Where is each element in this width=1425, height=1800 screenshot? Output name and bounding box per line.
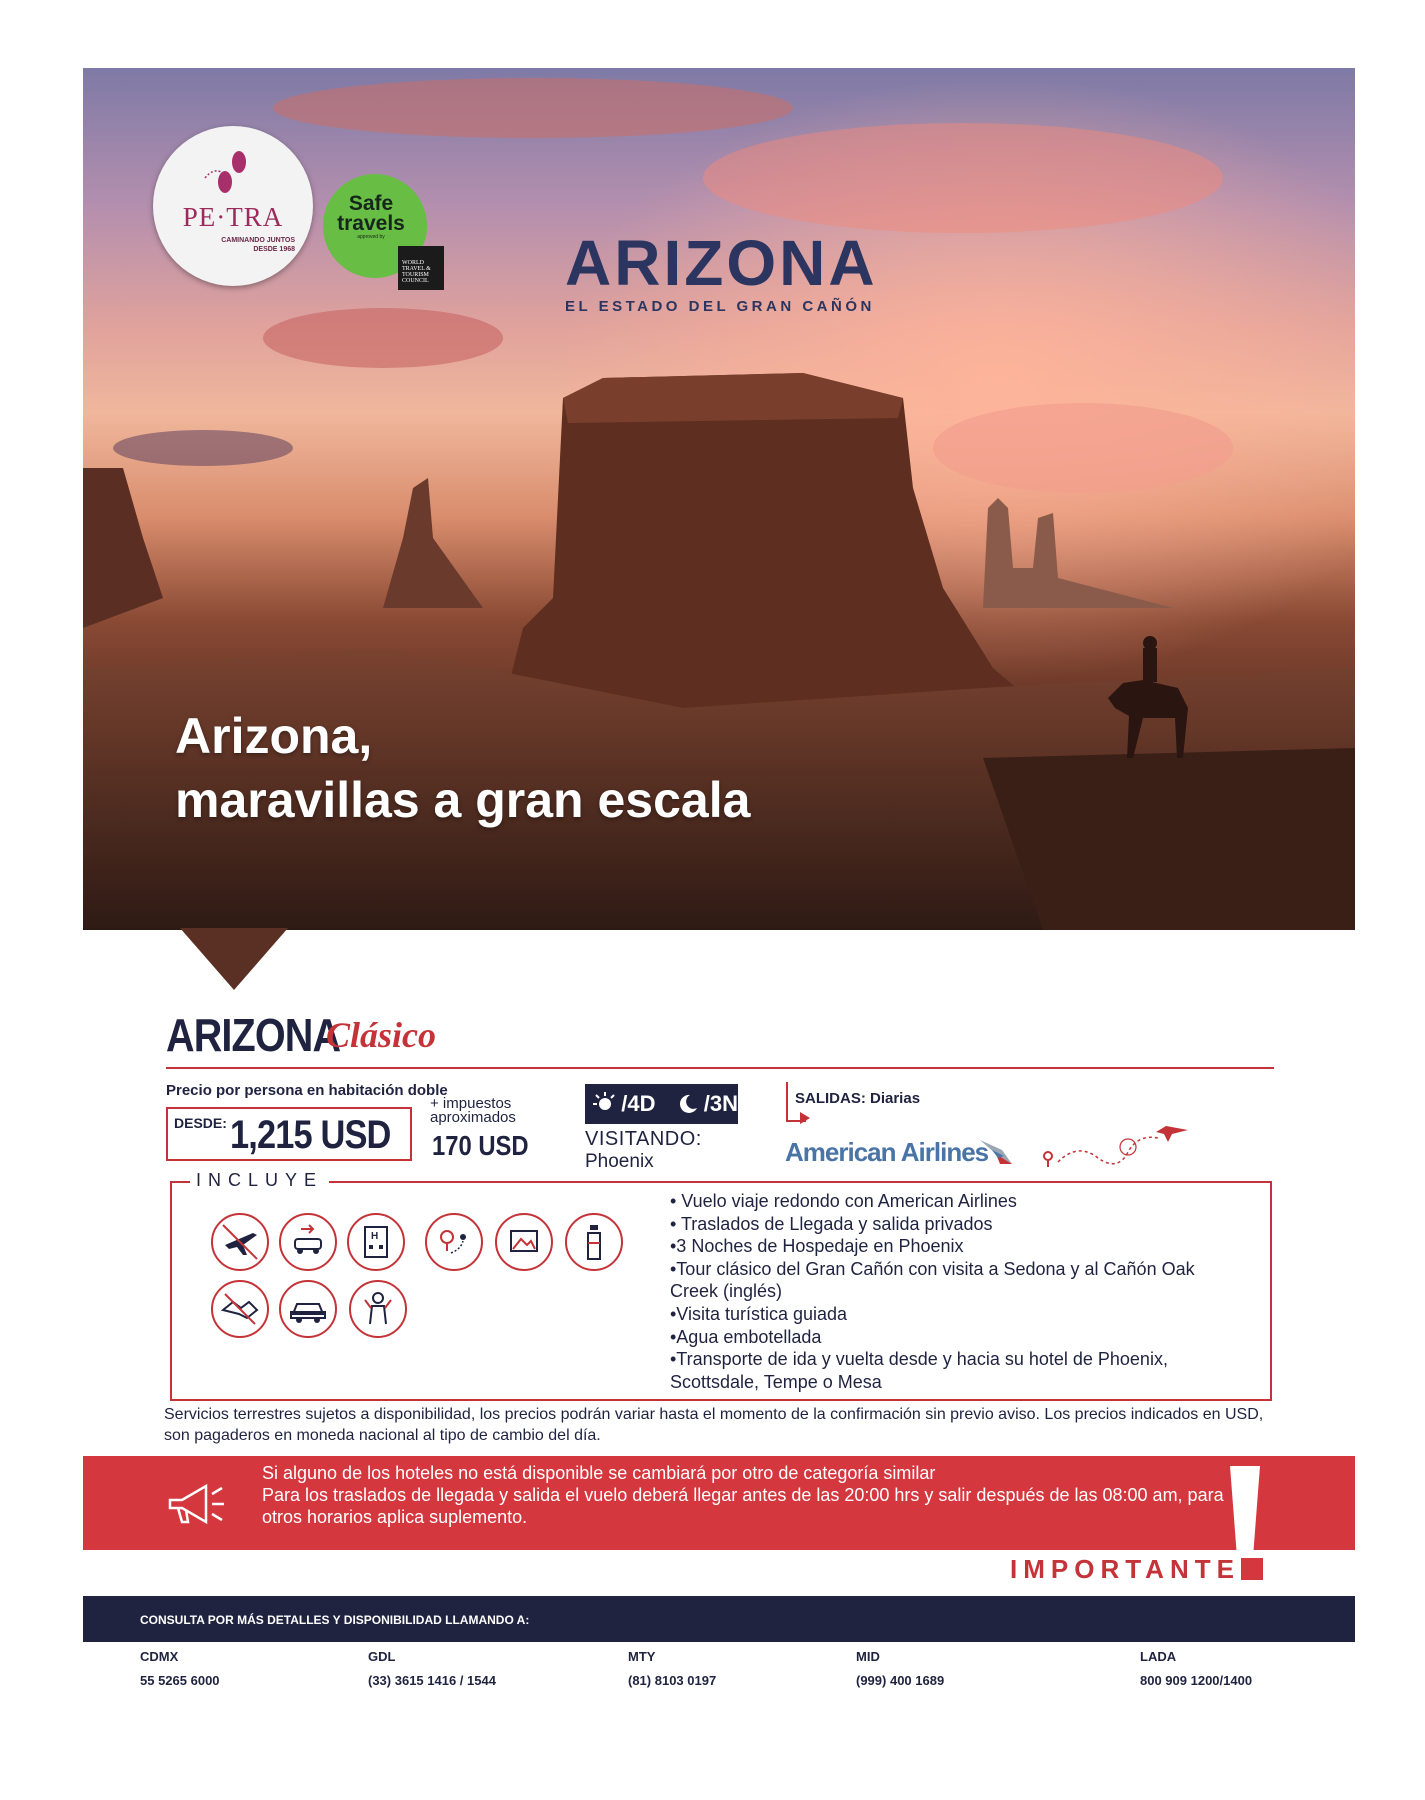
product-title: ARIZONA	[166, 1009, 341, 1061]
office-phone[interactable]: 55 5265 6000	[140, 1673, 220, 1688]
list-item: •Tour clásico del Gran Cañón con visita a Sedona y al Cañón Oak Creek (inglés)	[670, 1258, 1195, 1302]
flight-path-icon	[1038, 1112, 1190, 1172]
important-text: Si alguno de los hoteles no está disponible se cambiará por otro de categoría similar Para los traslados de llegada y salida el vuelo deberá llegar antes de las 20:00 hrs y salir después de las 08:00 am, para otros horarios aplica suplemento.	[262, 1463, 1224, 1527]
list-item: •Transporte de ida y vuelta desde y hacia su hotel de Phoenix, Scottsdale, Tempe o Mesa	[670, 1349, 1168, 1392]
list-item: •Agua embotellada	[670, 1326, 822, 1347]
transfer-icon	[279, 1213, 337, 1271]
departures-label: SALIDAS: Diarias	[795, 1090, 921, 1107]
handshake-icon	[211, 1280, 269, 1338]
important-label: IMPORTANTE	[1010, 1554, 1240, 1584]
office-city: GDL	[368, 1649, 396, 1664]
petra-tagline: CAMINANDO JUNTOS DESDE 1968	[221, 237, 295, 253]
price-value: 1,215 USD	[230, 1113, 391, 1157]
guide-icon	[349, 1280, 407, 1338]
wttc-logo: WORLD TRAVEL & TOURISM COUNCIL	[398, 246, 444, 290]
list-item: • Vuelo viaje redondo con American Airlines	[670, 1191, 1017, 1211]
desde-label: DESDE:	[174, 1115, 227, 1131]
american-airlines-eagle-icon	[978, 1136, 1014, 1166]
visiting-value: Phoenix	[585, 1151, 654, 1172]
office-city: LADA	[1140, 1649, 1177, 1664]
safe-line2: travels	[337, 212, 405, 235]
office-city: CDMX	[140, 1649, 179, 1664]
office-phone[interactable]: (33) 3615 1416 / 1544	[368, 1673, 496, 1688]
megaphone-icon	[160, 1476, 238, 1532]
sightseeing-icon	[495, 1213, 553, 1271]
tour-route-icon	[425, 1213, 483, 1271]
disclaimer-note: Servicios terrestres sujetos a disponibilidad, los precios podrán variar hasta el momento de la confirmación sin previo aviso. Los precios indicados en USD, son pagaderos en moneda nacional al tipo de cambio del día.	[164, 1406, 1264, 1444]
airline-name: American Airlines	[785, 1137, 989, 1167]
water-bottle-icon	[565, 1213, 623, 1271]
safe-line1: Safe	[348, 192, 394, 215]
hero-headline: Arizona, maravillas a gran escala	[175, 708, 751, 828]
list-item: •Visita turística guiada	[670, 1303, 848, 1324]
includes-list	[670, 1190, 1230, 1393]
office-phone[interactable]: (999) 400 1689	[856, 1673, 945, 1688]
days-label: /4D	[621, 1091, 656, 1116]
contact-heading: CONSULTA POR MÁS DETALLES Y DISPONIBILIDAD LLAMANDO A:	[140, 1613, 530, 1627]
tax-note: + impuestos aproximados	[430, 1095, 516, 1126]
nights-label: /3N	[703, 1091, 738, 1116]
exclamation-dot	[1241, 1558, 1263, 1580]
visiting-label: VISITANDO:	[585, 1128, 702, 1150]
price-box	[166, 1107, 412, 1161]
svg-text:H: H	[371, 1231, 379, 1242]
duration-badge	[585, 1084, 738, 1124]
tax-amount: 170 USD	[432, 1130, 529, 1161]
office-phone[interactable]: 800 909 1200/1400	[1140, 1673, 1253, 1688]
arrow-head-icon	[800, 1112, 810, 1124]
product-subtitle: Clásico	[326, 1015, 437, 1055]
footprints-icon	[203, 148, 263, 198]
includes-label: INCLUYE	[190, 1170, 329, 1191]
arizona-brand-title: ARIZONA	[565, 227, 878, 299]
list-item: •3 Noches de Hospedaje en Phoenix	[670, 1236, 964, 1257]
office-city: MTY	[628, 1649, 656, 1664]
car-icon	[279, 1280, 337, 1338]
moon-icon	[676, 1092, 698, 1116]
petra-logo	[153, 126, 313, 286]
price-caption: Precio por persona en habitación doble	[166, 1082, 448, 1099]
title-divider	[166, 1067, 1274, 1069]
safe-approved: approved by	[357, 234, 385, 240]
office-city: MID	[856, 1649, 880, 1664]
hotel-icon	[347, 1213, 405, 1271]
office-phone[interactable]: (81) 8103 0197	[628, 1673, 717, 1688]
arizona-brand-subtitle: EL ESTADO DEL GRAN CAÑÓN	[565, 298, 875, 315]
petra-name: PE·TRA	[182, 202, 284, 232]
airplane-icon	[211, 1213, 269, 1271]
sun-icon	[593, 1092, 615, 1116]
list-item: • Traslados de Llegada y salida privados	[670, 1213, 993, 1234]
hero-pointer	[180, 928, 288, 990]
